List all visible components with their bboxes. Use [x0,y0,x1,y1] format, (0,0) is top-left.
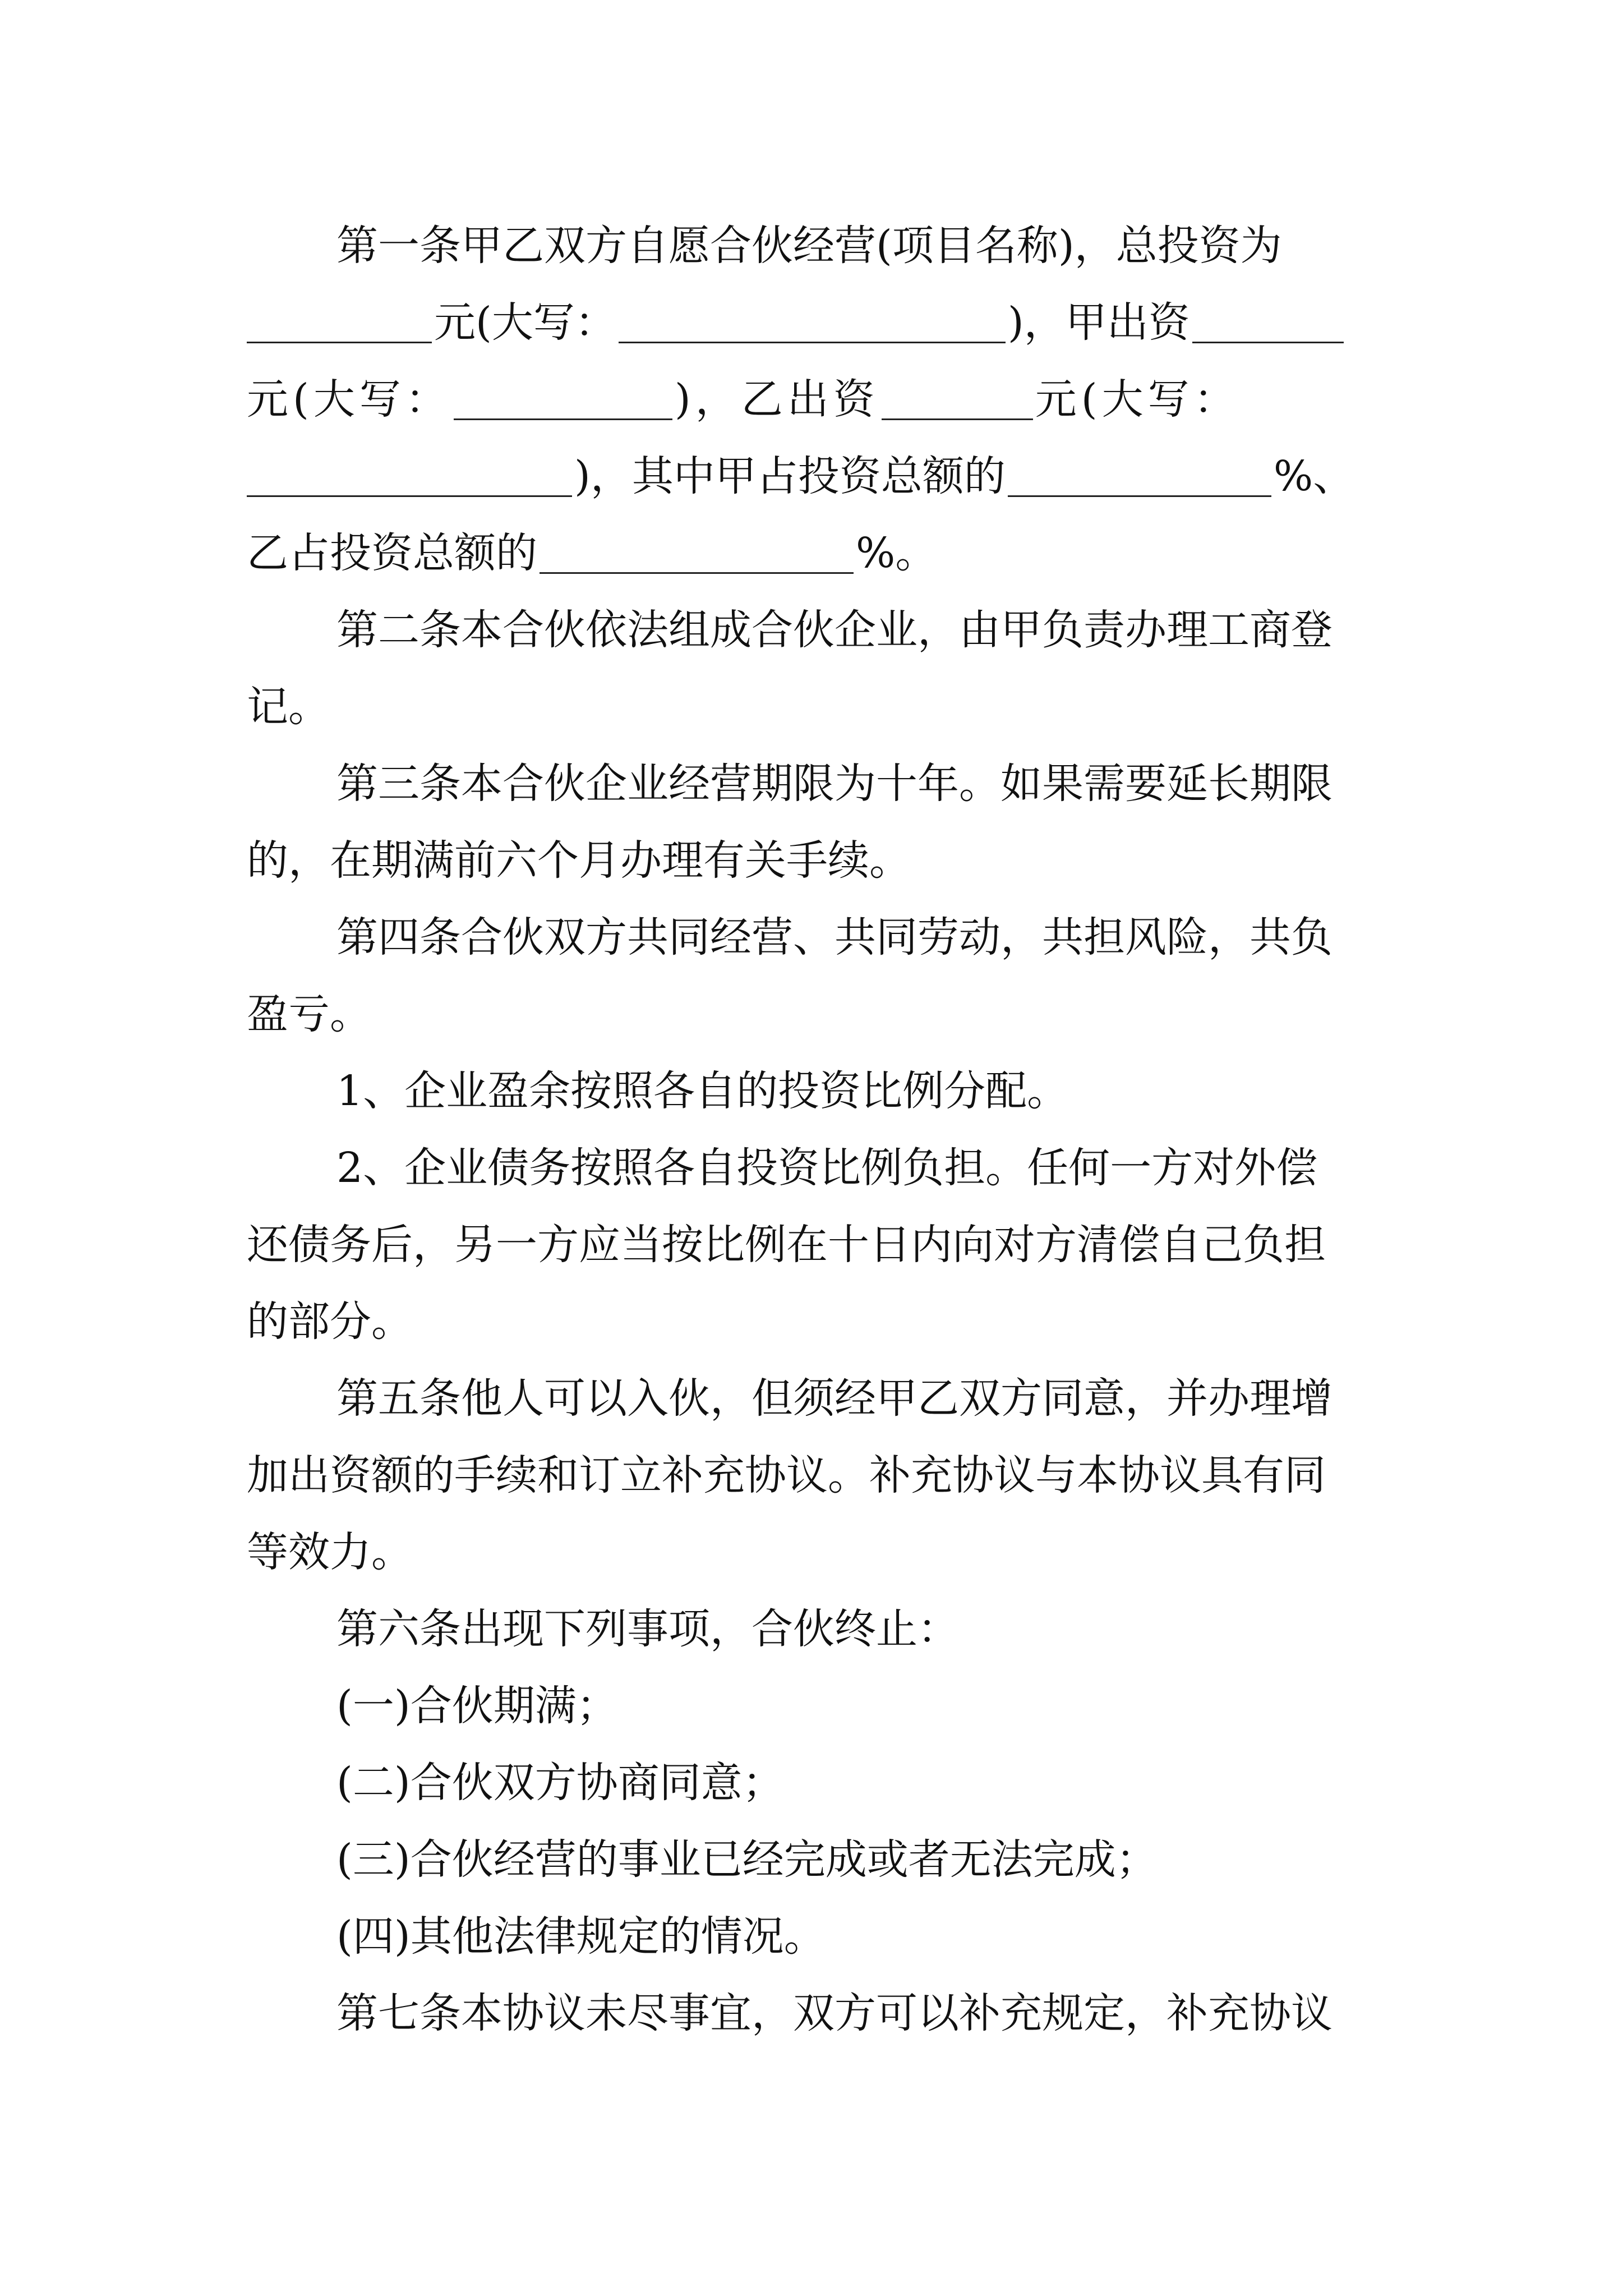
article4-item2-line3 [247,1283,1380,1360]
article1-text: 元(大写： [1035,375,1240,424]
total-investment-capital-blank [619,302,1006,343]
article5-text: 等效力。 [247,1528,413,1576]
article4-item1 [247,1053,1380,1130]
article6-item-text: (四)其他法律规定的情况。 [336,1912,826,1961]
party-a-share-blank [1008,456,1271,497]
party-b-investment-blank [882,379,1033,420]
article5-text: 第五条他人可以入伙，但须经甲乙双方同意，并办理增 [336,1374,1332,1423]
article2-text: 第二条本合伙依法组成合伙企业，由甲负责办理工商登 [336,606,1332,654]
article6-item-text: (三)合伙经营的事业已经完成或者无法完成； [336,1835,1158,1884]
article4-item-text: 的部分。 [247,1297,413,1346]
article1-line2 [247,284,1380,361]
party-a-capital-blank [454,379,672,420]
article4-item-text: 还债务后，另一方应当按比例在十日内向对方清偿自己负担 [247,1221,1326,1269]
article6-item [247,1668,1380,1745]
article4-line1 [247,899,1380,976]
article5-text: 加出资额的手续和订立补充协议。补充协议与本协议具有同 [247,1451,1326,1499]
article5-line1 [247,1360,1380,1437]
article6-line1 [247,1591,1380,1668]
article2-text: 记。 [247,683,330,731]
article4-line2 [247,976,1380,1053]
article6-item [247,1745,1380,1821]
article6-text: 第六条出现下列事项，合伙终止： [336,1605,959,1653]
article2-line2 [247,669,1380,746]
article1-line4 [247,438,1380,515]
article5-line3 [247,1514,1380,1591]
article3-text: 的，在期满前六个月办理有关手续。 [247,836,911,885]
article4-text: 盈亏。 [247,990,371,1038]
article7-line1 [247,1975,1380,2052]
article1-text: 乙占投资总额的 [247,529,537,577]
article6-item [247,1898,1380,1975]
party-b-capital-blank [247,456,572,497]
article1-line5 [247,515,1380,592]
article4-item-text: 2、企业债务按照各自投资比例负担。任何一方对外偿 [336,1144,1318,1192]
article6-item [247,1821,1380,1898]
total-investment-blank [247,302,432,343]
article6-item-text: (一)合伙期满； [336,1682,618,1730]
party-a-investment-blank [1192,302,1344,343]
article3-line1 [247,746,1380,822]
article3-text: 第三条本合伙企业经营期限为十年。如果需要延长期限 [336,760,1332,808]
article6-item-text: (二)合伙双方协商同意； [336,1759,784,1807]
article1-text: )，其中甲占投资总额的 [574,452,1006,500]
article3-line2 [247,822,1380,899]
document-body [247,208,1380,2052]
article4-item2-line2 [247,1207,1380,1283]
article1-text: %、 [1273,452,1355,500]
party-b-share-blank [540,533,854,574]
article1-text: )，甲出资 [1007,298,1190,347]
article1-text: )，乙出资 [674,375,879,424]
article4-item-text: 1、企业盈余按照各自的投资比例分配。 [336,1067,1069,1115]
article1-text: 元(大写： [247,375,451,424]
article4-text: 第四条合伙双方共同经营、共同劳动，共担风险，共负 [336,913,1332,961]
article2-line1 [247,592,1380,669]
article7-text: 第七条本协议未尽事宜，双方可以补充规定，补充协议 [336,1989,1332,2037]
article1-line3 [247,361,1380,438]
article4-item2-line1 [247,1130,1380,1207]
article1-text: 元(大写： [434,298,616,347]
article5-line2 [247,1437,1380,1514]
article1-text: %。 [856,529,937,577]
article1-line1 [247,208,1380,284]
article1-text: 第一条甲乙双方自愿合伙经营(项目名称)，总投资为 [336,222,1282,270]
